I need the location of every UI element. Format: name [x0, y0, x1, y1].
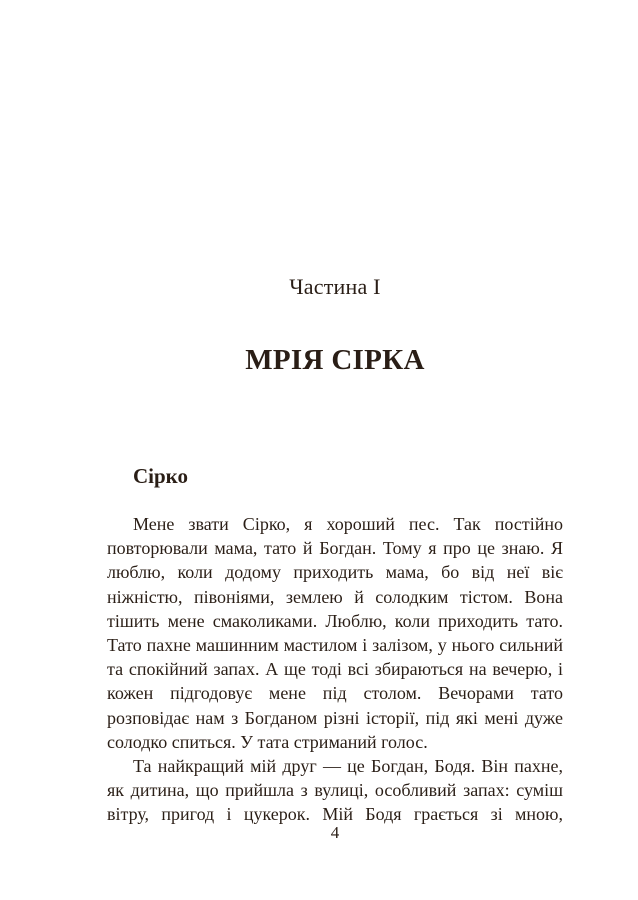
book-title: МРІЯ СІРКА	[245, 344, 425, 376]
paragraph: Мене звати Сірко, я хороший пес. Так постійно повторювали мама, тато й Богдан. Тому я про це знаю. Я люблю, коли додому приходить мама, бо від неї віє ніжністю, півоніями, землею й солодким тістом. Вона тішить мене смаколиками. Люблю, коли приходить тато. Тато пахне машинним мастилом і залізом, у нього сильний та спокійний запах. А ще тоді всі збираються на вечерю, і кожен підгодовує мене під столом. Вечорами тато розповідає нам з Богданом різні історії, під які мені дуже солодко спиться. У тата стриманий голос.	[107, 514, 563, 752]
chapter-body	[107, 512, 563, 827]
chapter-title: Сірко	[133, 464, 189, 488]
paragraph: Та найкращий мій друг — це Богдан, Бодя. Він пахне, як дитина, що прийшла з вулиці, особливий запах: суміш вітру, пригод і цукерок. Мій Бодя грається зі мною,	[107, 756, 563, 825]
part-label: Частина І	[289, 274, 381, 299]
page-number: 4	[330, 823, 340, 842]
